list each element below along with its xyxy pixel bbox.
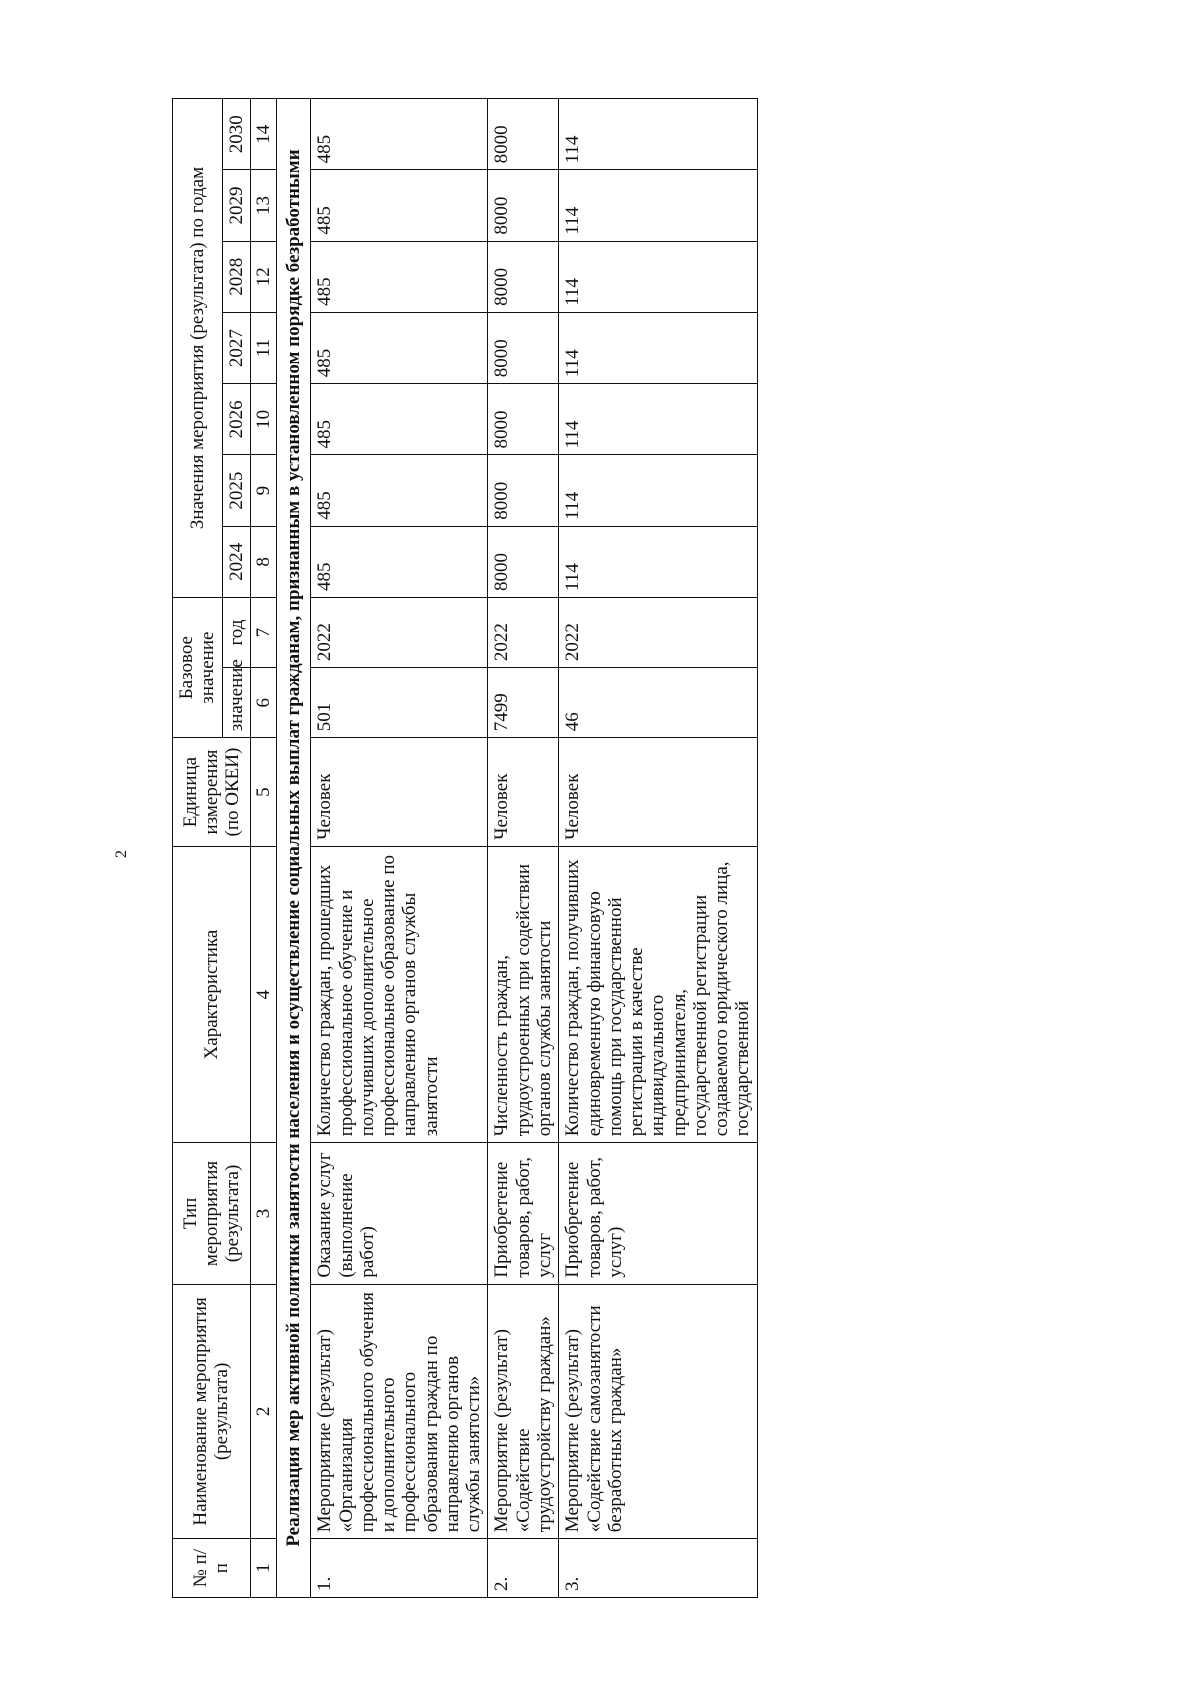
page-number: 2 bbox=[113, 850, 130, 858]
row-value: 485 bbox=[311, 99, 488, 170]
header-year: 2025 bbox=[222, 455, 250, 526]
row-name: Мероприятие (результат) «Содействие самозанятости безработных граждан» bbox=[559, 1284, 757, 1539]
column-number-row bbox=[250, 99, 276, 1598]
row-value: 8000 bbox=[488, 170, 559, 241]
row-characteristic: Количество граждан, получивших единовременную финансовую помощь при государственной регистрации в качестве индивидуального предпринимателя, государственной регистрации создаваемого юридического лица, государственной bbox=[559, 846, 757, 1142]
row-value: 8000 bbox=[488, 384, 559, 455]
header-year: 2024 bbox=[222, 526, 250, 597]
row-value: 8000 bbox=[488, 455, 559, 526]
header-num: № п/п bbox=[173, 1539, 251, 1598]
row-name: Мероприятие (результат) «Содействие трудоустройству граждан» bbox=[488, 1284, 559, 1539]
row-base-year: 2022 bbox=[488, 597, 559, 667]
row-type: Оказание услуг (выполнение работ) bbox=[311, 1143, 488, 1284]
row-value: 485 bbox=[311, 241, 488, 312]
column-number: 9 bbox=[250, 455, 276, 526]
header-base: Базовое значение bbox=[173, 597, 223, 737]
row-characteristic: Численность граждан, трудоустроенных при содействии органов службы занятости bbox=[488, 846, 559, 1142]
column-number: 2 bbox=[250, 1284, 276, 1539]
row-value: 114 bbox=[559, 384, 757, 455]
header-year: 2026 bbox=[222, 384, 250, 455]
column-number: 3 bbox=[250, 1143, 276, 1284]
table-row bbox=[488, 99, 559, 1598]
header-year: 2030 bbox=[222, 99, 250, 170]
header-type: Тип мероприятия (результата) bbox=[173, 1143, 251, 1284]
row-unit: Человек bbox=[559, 738, 757, 847]
header-row-1 bbox=[173, 99, 223, 1598]
row-name: Мероприятие (результат) «Организация профессионального обучения и дополнительного профессионального образования граждан по направлению органов службы занятости» bbox=[311, 1284, 488, 1539]
section-title-row bbox=[277, 99, 311, 1598]
header-base-year: год bbox=[222, 597, 250, 667]
row-unit: Человек bbox=[311, 738, 488, 847]
rotated-table-sheet bbox=[172, 98, 1102, 1598]
header-unit: Единица измерения (по ОКЕИ) bbox=[173, 738, 251, 847]
row-value: 8000 bbox=[488, 312, 559, 383]
row-value: 485 bbox=[311, 526, 488, 597]
row-base-value: 7499 bbox=[488, 668, 559, 738]
column-number: 1 bbox=[250, 1539, 276, 1598]
row-value: 8000 bbox=[488, 99, 559, 170]
row-value: 8000 bbox=[488, 241, 559, 312]
header-values: Значения мероприятия (результата) по годам bbox=[173, 99, 223, 598]
row-value: 114 bbox=[559, 455, 757, 526]
row-characteristic: Количество граждан, прошедших профессиональное обучение и получивших дополнительное профессиональное образование по направлению органов службы занятости bbox=[311, 846, 488, 1142]
row-value: 114 bbox=[559, 241, 757, 312]
row-num: 3. bbox=[559, 1539, 757, 1598]
indicators-table bbox=[172, 98, 758, 1598]
row-base-value: 501 bbox=[311, 668, 488, 738]
row-type: Приобретение товаров, работ, услуг) bbox=[559, 1143, 757, 1284]
row-type: Приобретение товаров, работ, услуг bbox=[488, 1143, 559, 1284]
column-number: 13 bbox=[250, 170, 276, 241]
column-number: 8 bbox=[250, 526, 276, 597]
row-num: 1. bbox=[311, 1539, 488, 1598]
table-row bbox=[311, 99, 488, 1598]
column-number: 4 bbox=[250, 846, 276, 1142]
column-number: 6 bbox=[250, 668, 276, 738]
row-value: 485 bbox=[311, 170, 488, 241]
row-base-value: 46 bbox=[559, 668, 757, 738]
column-number: 10 bbox=[250, 384, 276, 455]
row-value: 114 bbox=[559, 99, 757, 170]
column-number: 11 bbox=[250, 312, 276, 383]
row-base-year: 2022 bbox=[559, 597, 757, 667]
row-num: 2. bbox=[488, 1539, 559, 1598]
header-name: Наименование мероприятия (результата) bbox=[173, 1284, 251, 1539]
row-value: 485 bbox=[311, 312, 488, 383]
row-value: 485 bbox=[311, 455, 488, 526]
row-value: 114 bbox=[559, 312, 757, 383]
section-title: Реализация мер активной политики занятости населения и осуществление социальных выплат гражданам, признанным в установленном порядке безработными bbox=[277, 99, 311, 1598]
row-base-year: 2022 bbox=[311, 597, 488, 667]
row-unit: Человек bbox=[488, 738, 559, 847]
column-number: 14 bbox=[250, 99, 276, 170]
table-row bbox=[559, 99, 757, 1598]
row-value: 485 bbox=[311, 384, 488, 455]
column-number: 7 bbox=[250, 597, 276, 667]
header-base-value: значение bbox=[222, 668, 250, 738]
column-number: 5 bbox=[250, 738, 276, 847]
header-characteristic: Характеристика bbox=[173, 846, 251, 1142]
header-year: 2029 bbox=[222, 170, 250, 241]
header-year: 2028 bbox=[222, 241, 250, 312]
row-value: 8000 bbox=[488, 526, 559, 597]
row-value: 114 bbox=[559, 526, 757, 597]
column-number: 12 bbox=[250, 241, 276, 312]
header-year: 2027 bbox=[222, 312, 250, 383]
row-value: 114 bbox=[559, 170, 757, 241]
